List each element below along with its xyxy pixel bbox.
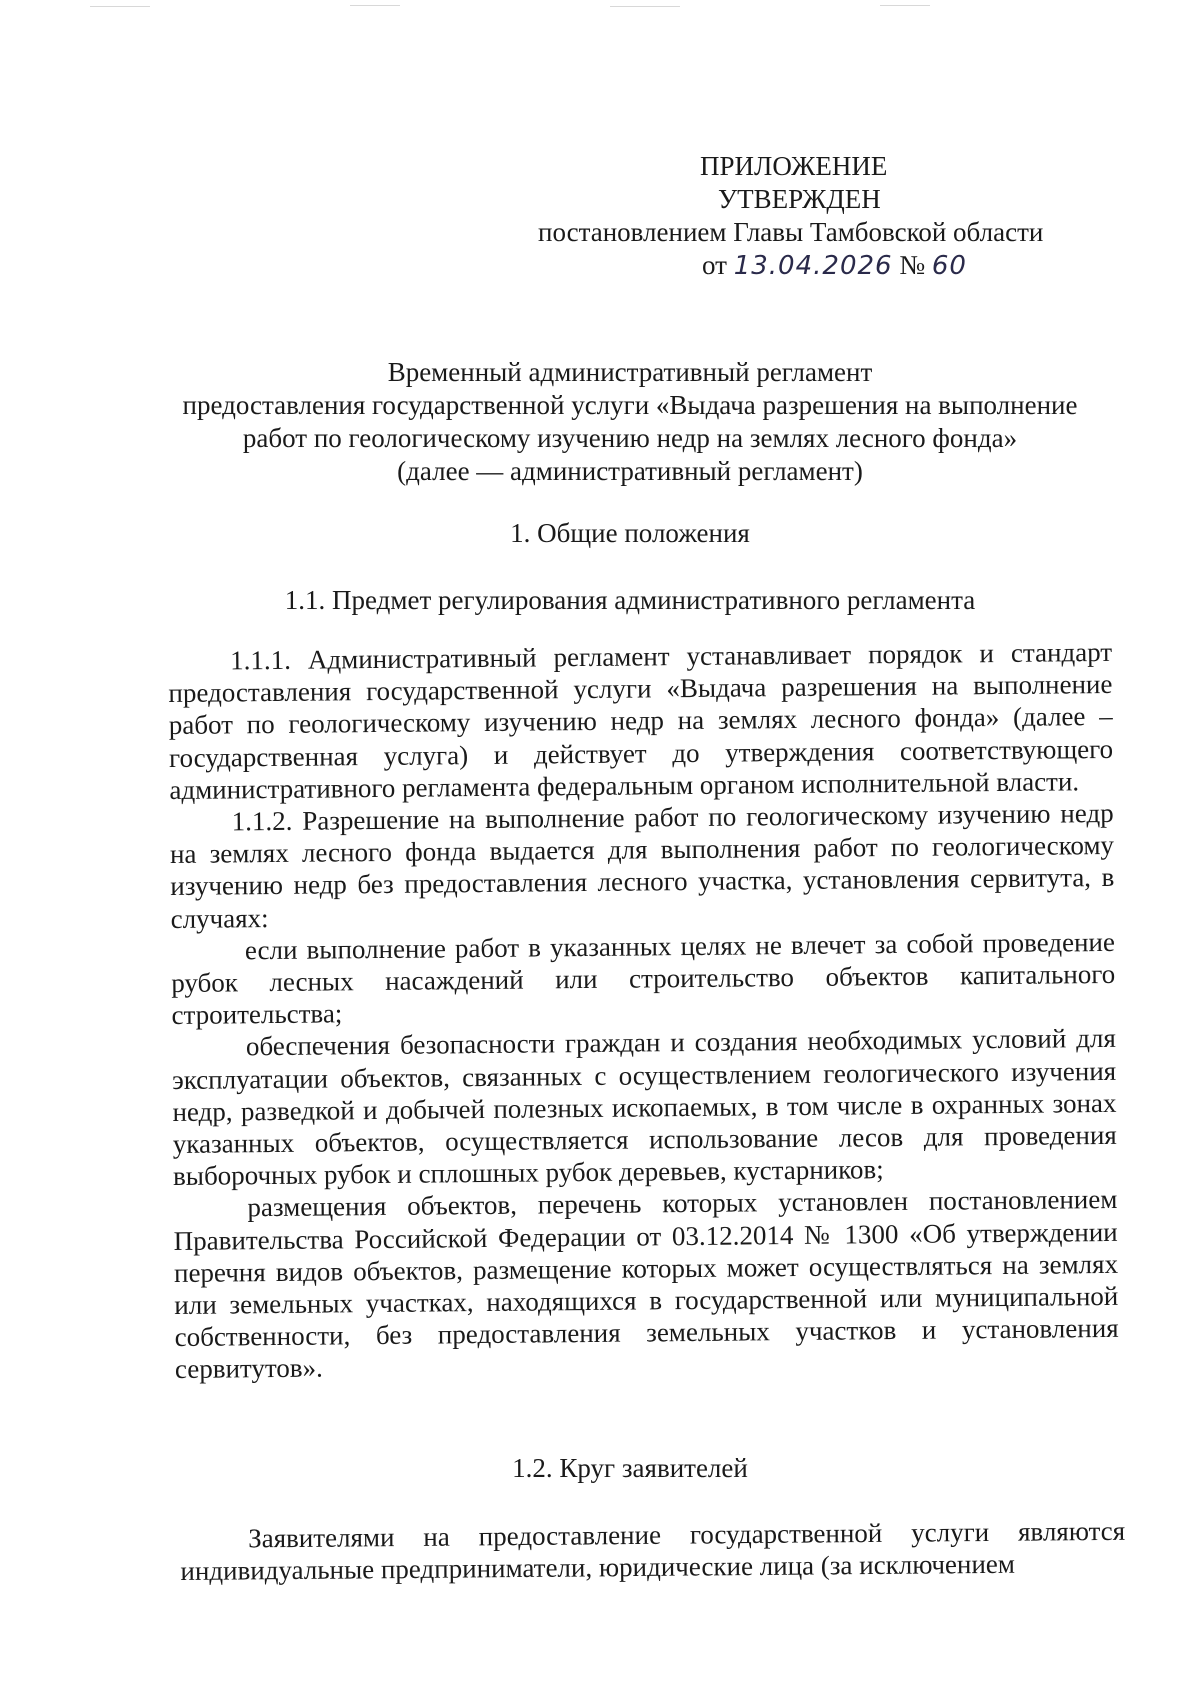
section-body xyxy=(180,1515,1126,1587)
approval-block xyxy=(520,150,1120,283)
scan-artifact xyxy=(350,5,400,6)
section-body xyxy=(168,636,1119,1386)
title-line: предоставления государственной услуги «Выдача разрешения на выполнение xyxy=(182,390,1078,420)
title-line: (далее — административный регламент) xyxy=(397,456,863,486)
approval-date-line xyxy=(520,249,1120,283)
paragraph: если выполнение работ в указанных целях не влечет за собой проведение рубок лесных насаждений или строительство объектов капитального строительства; xyxy=(171,926,1116,1031)
handwritten-number: 60 xyxy=(931,251,967,281)
document-title xyxy=(150,356,1110,488)
paragraph: размещения объектов, перечень которых установлен постановлением Правительства Российской Федерации от 03.12.2014 № 1300 «Об утверждении перечня видов объектов, размещение которых может осуществляться на землях или земельных участках, находящихся в государственной или муниципальной собственности, без предоставления земельных участков и установления сервитутов». xyxy=(173,1184,1119,1385)
subsection-heading: 1.1. Предмет регулирования административного регламента xyxy=(284,585,976,615)
section-heading: 1. Общие положения xyxy=(510,518,750,548)
scan-artifact xyxy=(880,5,930,6)
title-line: работ по геологическому изучению недр на землях лесного фонда» xyxy=(242,423,1018,453)
paragraph: Заявителями на предоставление государственной услуги являются индивидуальные предприниматели, юридические лица (за исключением xyxy=(180,1515,1126,1586)
title-line: Временный административный регламент xyxy=(387,357,873,387)
approved-label: УТВЕРЖДЕН xyxy=(718,184,881,214)
paragraph: 1.1.1. Административный регламент устанавливает порядок и стандарт предоставления государственной услуги «Выдача разрешения на выполнение работ по геологическому изучению недр на землях лесного фонда» (далее – государственная услуга) и действует до утверждения соответствующего административного регламента федеральным органом исполнительной власти. xyxy=(168,636,1114,805)
approved-by: постановлением Главы Тамбовской области xyxy=(538,217,1044,247)
paragraph: обеспечения безопасности граждан и создания необходимых условий для эксплуатации объектов, связанных с осуществлением геологического изучения недр, разведкой и добычей полезных ископаемых, в том числе в охранных зонах указанных объектов, осуществляется использование лесов для проведения выборочных рубок и сплошных рубок деревьев, кустарников; xyxy=(172,1023,1117,1192)
paragraph: 1.1.2. Разрешение на выполнение работ по геологическому изучению недр на землях лесного фонда выдается для выполнения работ по геологическому изучению недр без предоставления лесного участка, установления сервитута, в случаях: xyxy=(169,797,1115,934)
number-sign: № xyxy=(899,250,926,280)
scan-artifact xyxy=(90,6,150,7)
appendix-label: ПРИЛОЖЕНИЕ xyxy=(700,151,888,181)
subsection-heading: 1.2. Круг заявителей xyxy=(512,1453,748,1483)
handwritten-date: 13.04.2026 xyxy=(733,251,893,281)
date-prefix: от xyxy=(702,250,727,280)
scan-artifact xyxy=(610,6,680,7)
